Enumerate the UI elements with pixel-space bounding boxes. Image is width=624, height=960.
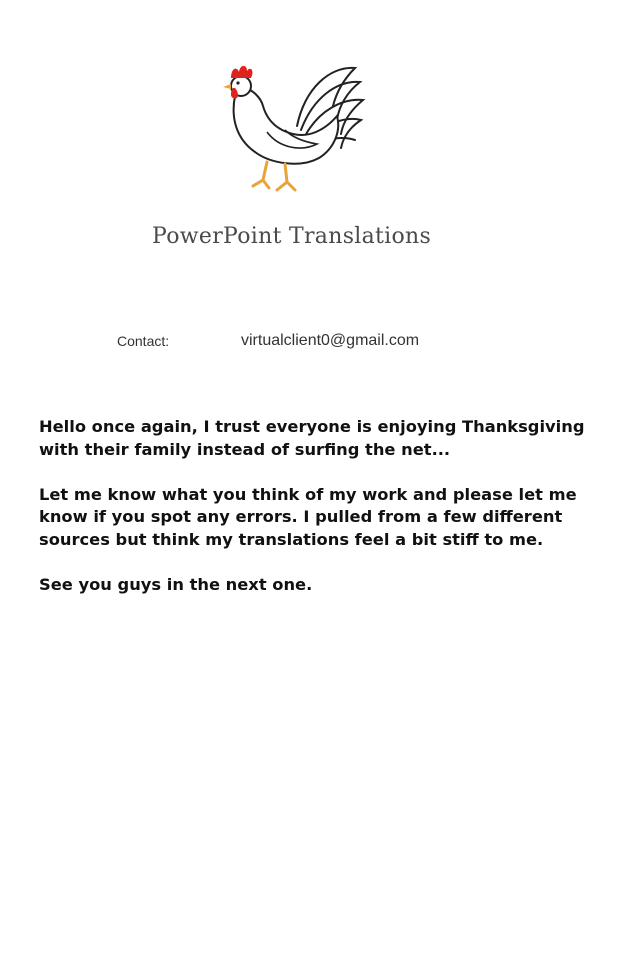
rooster-icon <box>205 58 375 198</box>
message-paragraph: Hello once again, I trust everyone is enjoying Thanksgiving with their family instead of surfing the net... <box>39 417 585 459</box>
message-paragraph: Let me know what you think of my work and please let me know if you spot any errors. I pulled from a few different sources but think my translations feel a bit stiff to me. <box>39 484 577 549</box>
contact-label: Contact: <box>117 333 170 349</box>
message-body <box>39 416 587 619</box>
message-paragraph: See you guys in the next one. <box>39 575 313 595</box>
contact-email: virtualclient0@gmail.com <box>241 332 420 349</box>
brand-name: PowerPoint Translations <box>152 224 432 249</box>
